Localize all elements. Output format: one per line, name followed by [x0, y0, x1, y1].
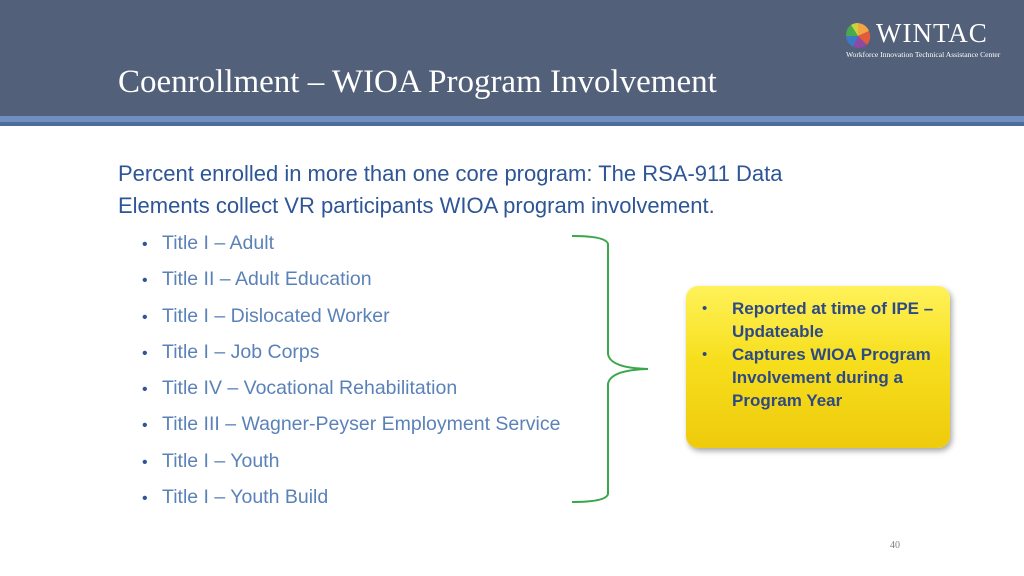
program-label: Title I – Dislocated Worker [162, 304, 390, 327]
callout-item [700, 343, 942, 412]
program-label: Title II – Adult Education [162, 268, 372, 291]
slide-title: Coenrollment – WIOA Program Involvement [118, 64, 717, 100]
callout-text: Captures WIOA Program Involvement during a Program Year [732, 345, 931, 410]
bullet-icon: • [702, 346, 708, 363]
logo-tagline: Workforce Innovation Technical Assistance Center [846, 50, 1001, 59]
bullet-icon: • [142, 490, 148, 508]
program-item [142, 482, 560, 518]
bullet-icon: • [702, 300, 708, 317]
logo-pinwheel-icon [842, 20, 874, 52]
callout-box [686, 286, 950, 448]
intro-text [118, 158, 918, 222]
header-bar [0, 0, 1024, 116]
bullet-icon: • [142, 236, 148, 253]
callout-text: Reported at time of IPE – Updateable [732, 299, 934, 341]
program-item [142, 337, 560, 373]
program-label: Title IV – Vocational Rehabilitation [162, 377, 458, 400]
bullet-icon: • [142, 381, 148, 399]
program-item [142, 301, 560, 337]
bullet-icon: • [142, 308, 148, 326]
program-item [142, 409, 560, 445]
program-list [142, 228, 560, 518]
bullet-icon: • [142, 344, 148, 362]
program-label: Title I – Adult [162, 232, 275, 254]
right-curly-bracket [566, 232, 656, 507]
program-item [142, 373, 560, 409]
bullet-icon: • [142, 453, 148, 471]
intro-line-1: Percent enrolled in more than one core program: The RSA-911 Data [118, 161, 783, 186]
program-label: Title I – Job Corps [162, 340, 320, 363]
bullet-icon: • [142, 272, 148, 290]
wintac-logo [842, 18, 1012, 62]
program-item [142, 228, 560, 264]
page-number: 40 [890, 540, 900, 551]
program-item [142, 264, 560, 300]
program-label: Title III – Wagner-Peyser Employment Service [162, 413, 561, 436]
bullet-icon: • [142, 417, 148, 435]
program-label: Title I – Youth [162, 449, 280, 472]
intro-line-2: Elements collect VR participants WIOA program involvement. [118, 193, 715, 218]
program-label: Title I – Youth Build [162, 486, 329, 509]
callout-list [700, 297, 942, 412]
header-stripe-shadow [0, 122, 1024, 126]
program-item [142, 446, 560, 482]
logo-name: WINTAC [876, 18, 988, 48]
callout-item [700, 297, 942, 343]
